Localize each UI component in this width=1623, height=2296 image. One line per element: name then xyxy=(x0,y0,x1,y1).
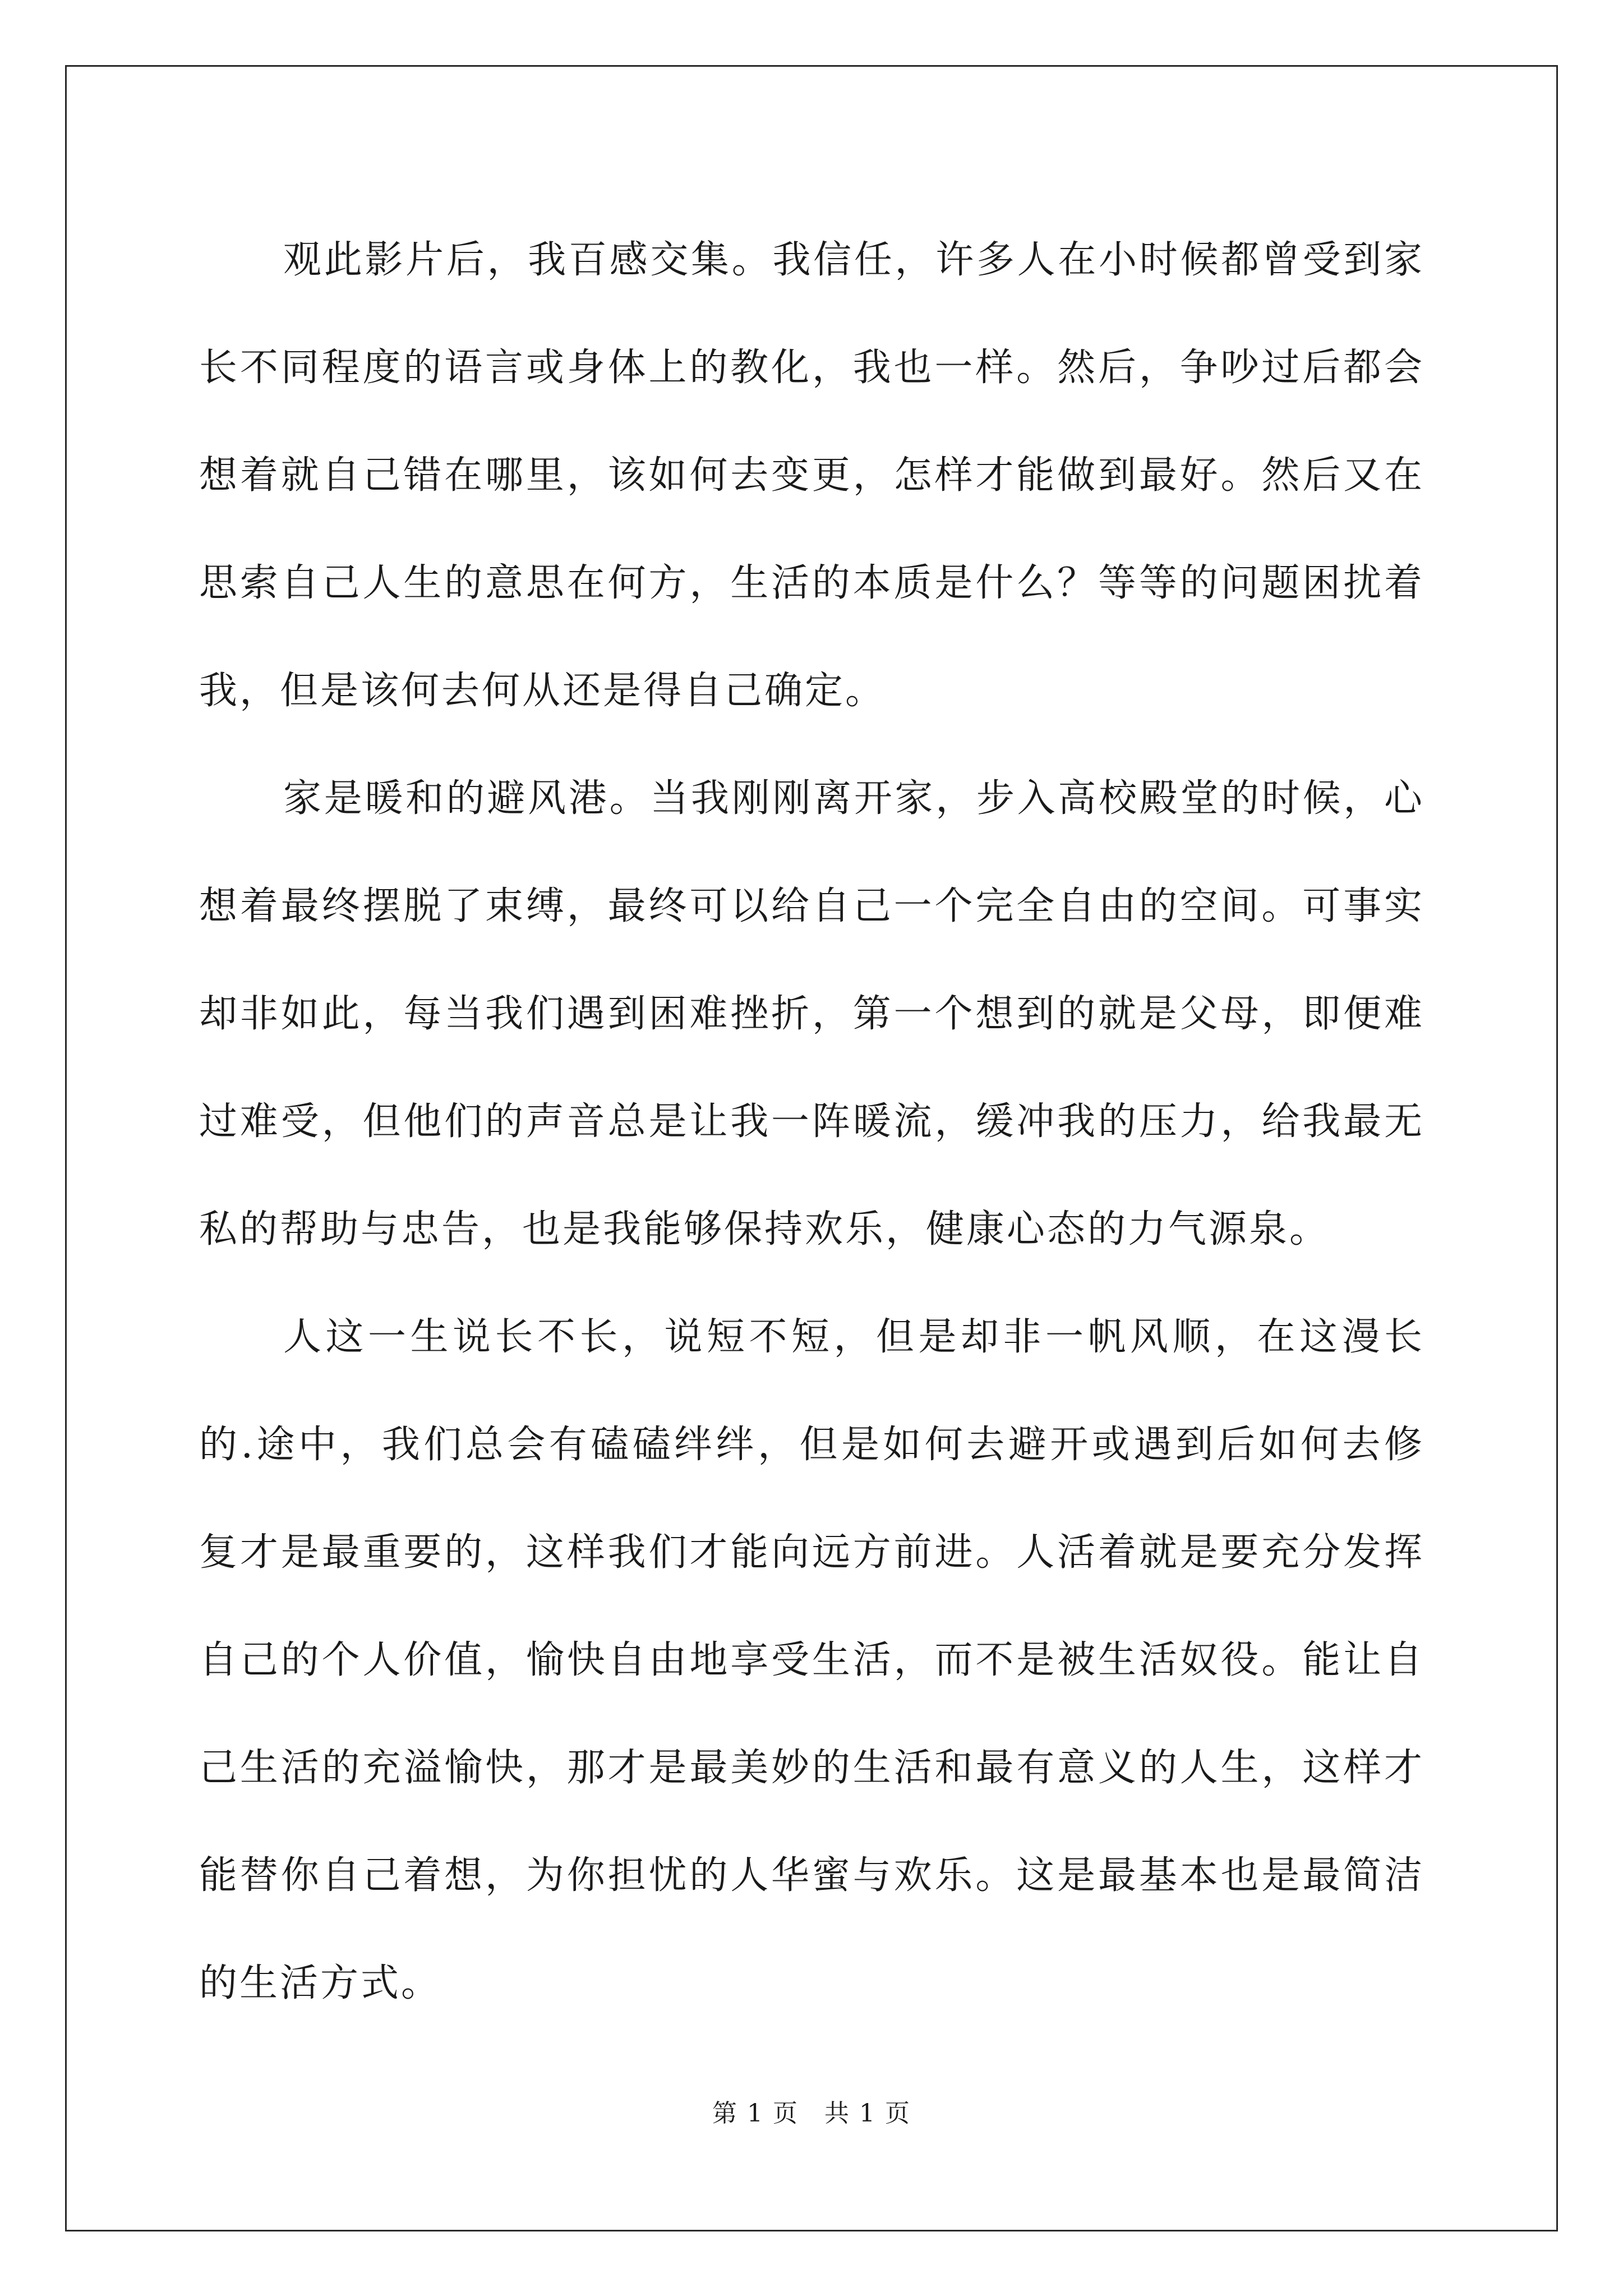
document-body xyxy=(199,206,1424,2037)
paragraph-3: 人这一生说长不长，说短不短，但是却非一帆风顺，在这漫长的.途中，我们总会有磕磕绊绊，但是如何去避开或遇到后如何去修复才是最重要的，这样我们才能向远方前进。人活着就是要充分发挥自己的个人价值，愉快自由地享受生活，而不是被生活奴役。能让自己生活的充溢愉快，那才是最美妙的生活和最有意义的人生，这样才能替你自己着想，为你担忧的人华蜜与欢乐。这是最基本也是最简洁的生活方式。 xyxy=(199,1315,1424,2005)
paragraph-1: 观此影片后，我百感交集。我信任，许多人在小时候都曾受到家长不同程度的语言或身体上的教化，我也一样。然后，争吵过后都会想着就自己错在哪里，该如何去变更，怎样才能做到最好。然后又在思索自己人生的意思在何方，生活的本质是什么？等等的问题困扰着我，但是该何去何从还是得自己确定。 xyxy=(199,238,1424,713)
paragraph-2: 家是暖和的避风港。当我刚刚离开家，步入高校殿堂的时候，心想着最终摆脱了束缚，最终可以给自己一个完全自由的空间。可事实却非如此，每当我们遇到困难挫折，第一个想到的就是父母，即便难过难受，但他们的声音总是让我一阵暖流，缓冲我的压力，给我最无私的帮助与忠告，也是我能够保持欢乐，健康心态的力气源泉。 xyxy=(199,776,1424,1251)
page-footer: 第 1 页 共 1 页 xyxy=(712,2099,911,2128)
